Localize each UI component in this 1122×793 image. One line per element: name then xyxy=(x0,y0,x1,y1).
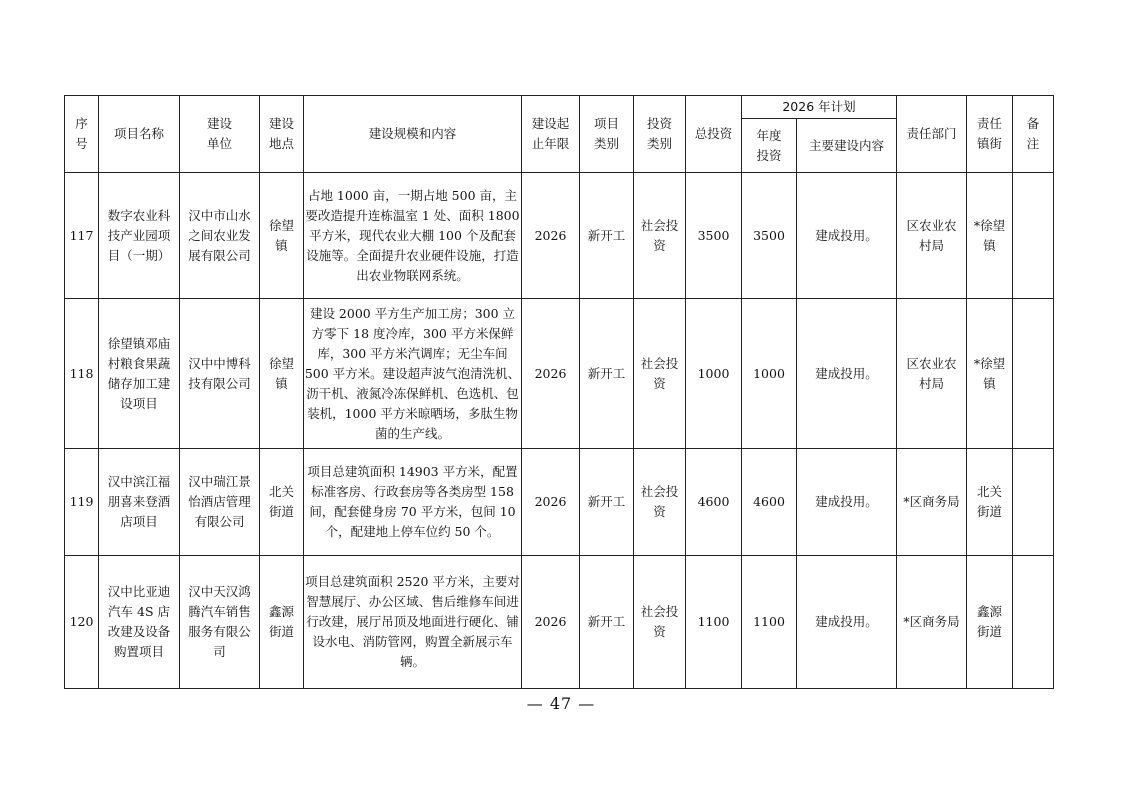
cell-unit xyxy=(180,299,260,449)
cell-period-text: 2026 xyxy=(534,614,567,629)
cell-name-text: 汉中滨江福朋喜来登酒店项目 xyxy=(107,474,171,529)
project-table xyxy=(64,95,1054,689)
cell-category-text: 新开工 xyxy=(587,614,626,629)
header-scope: 建设规模和内容 xyxy=(304,96,522,173)
cell-seq xyxy=(65,299,99,449)
cell-dept-text: *区商务局 xyxy=(903,614,960,629)
cell-name xyxy=(99,173,180,299)
cell-period-text: 2026 xyxy=(534,227,567,243)
table-row xyxy=(65,173,1054,299)
cell-note xyxy=(1013,299,1054,449)
cell-annual-text: 1000 xyxy=(753,365,785,381)
cell-scope xyxy=(304,449,522,556)
cell-main-content xyxy=(797,173,897,299)
cell-main-content-text: 建成投用。 xyxy=(815,227,878,243)
cell-name xyxy=(99,556,180,689)
cell-name xyxy=(99,299,180,449)
header-invest-type: 投资 类别 xyxy=(634,96,686,173)
cell-category xyxy=(580,173,634,299)
table-row xyxy=(65,449,1054,556)
cell-town xyxy=(967,556,1013,689)
cell-unit xyxy=(180,556,260,689)
header-unit: 建设 单位 xyxy=(180,96,260,173)
cell-invest-type xyxy=(634,299,686,449)
header-dept: 责任部门 xyxy=(897,96,967,173)
header-town: 责任 镇街 xyxy=(967,96,1013,173)
cell-town-text: *徐望镇 xyxy=(973,355,1006,391)
cell-location xyxy=(260,556,304,689)
cell-town-text: 鑫源街道 xyxy=(977,604,1003,639)
cell-category xyxy=(580,299,634,449)
cell-scope xyxy=(304,299,522,449)
cell-name-text: 数字农业科技产业园项目（一期） xyxy=(107,207,171,263)
table-row xyxy=(65,556,1054,689)
header-total: 总投资 xyxy=(686,96,742,173)
cell-name-text: 徐望镇邓庙村粮食果蔬储存加工建设项目 xyxy=(107,335,171,411)
header-location: 建设 地点 xyxy=(260,96,304,173)
cell-seq xyxy=(65,173,99,299)
header-annual: 年度 投资 xyxy=(742,119,797,173)
cell-dept xyxy=(897,449,967,556)
cell-main-content-text: 建成投用。 xyxy=(815,494,878,509)
cell-category-text: 新开工 xyxy=(587,365,626,381)
cell-scope-text: 建设 2000 平方生产加工房；300 立方零下 18 度冷库，300 平方米保鲜库，300 平方米汽调库；无尘车间 500 平方米。建设超声波气泡清洗机、沥干机、液氮冷冻保鲜机、色选机、包装机，1000 平方米晾晒场，多肽生物菌的生产线。 xyxy=(304,305,521,441)
cell-scope xyxy=(304,173,522,299)
cell-scope-text: 占地 1000 亩，一期占地 500 亩，主要改造提升连栋温室 1 处、面积 1800 平方米，现代农业大棚 100 个及配套设施等。全面提升农业硬件设施，打造出农业物联网系统。 xyxy=(305,187,520,283)
cell-seq xyxy=(65,449,99,556)
cell-unit-text: 汉中瑞江景怡酒店管理有限公司 xyxy=(188,474,251,529)
cell-period xyxy=(522,449,580,556)
cell-invest-type-text: 社会投资 xyxy=(640,604,679,639)
cell-invest-type-text: 社会投资 xyxy=(640,217,679,253)
page-number: — 47 — xyxy=(526,694,596,713)
cell-town xyxy=(967,449,1013,556)
cell-main-content xyxy=(797,449,897,556)
cell-annual xyxy=(742,173,797,299)
cell-town-text: *徐望镇 xyxy=(973,217,1006,253)
header-note: 备 注 xyxy=(1013,96,1054,173)
cell-main-content-text: 建成投用。 xyxy=(815,365,878,381)
cell-dept-text: 区农业农村局 xyxy=(906,355,957,391)
cell-invest-type xyxy=(634,173,686,299)
cell-seq-text: 120 xyxy=(69,614,94,629)
cell-period-text: 2026 xyxy=(534,494,567,509)
cell-seq-text: 118 xyxy=(69,365,94,381)
cell-dept-text: *区商务局 xyxy=(903,494,960,509)
header-main-content: 主要建设内容 xyxy=(797,119,897,173)
cell-category-text: 新开工 xyxy=(587,494,626,509)
cell-total xyxy=(686,173,742,299)
header-category: 项目 类别 xyxy=(580,96,634,173)
cell-annual-text: 1100 xyxy=(753,614,785,629)
cell-category xyxy=(580,556,634,689)
cell-seq-text: 117 xyxy=(69,227,94,243)
cell-total-text: 1100 xyxy=(697,614,730,629)
cell-period xyxy=(522,173,580,299)
cell-total-text: 3500 xyxy=(697,227,730,243)
cell-total xyxy=(686,299,742,449)
cell-note xyxy=(1013,173,1054,299)
cell-total xyxy=(686,449,742,556)
cell-name xyxy=(99,449,180,556)
cell-annual xyxy=(742,449,797,556)
cell-seq xyxy=(65,556,99,689)
cell-dept-text: 区农业农村局 xyxy=(906,217,957,253)
cell-location xyxy=(260,173,304,299)
cell-period xyxy=(522,299,580,449)
cell-invest-type-text: 社会投资 xyxy=(640,484,679,519)
header-period: 建设起 止年限 xyxy=(522,96,580,173)
cell-period-text: 2026 xyxy=(534,365,567,381)
cell-invest-type-text: 社会投资 xyxy=(640,355,679,391)
cell-town xyxy=(967,173,1013,299)
cell-scope-text: 项目总建筑面积 2520 平方米，主要对智慧展厅、办公区域、售后维修车间进行改建，展厅吊顶及地面进行硬化、铺设水电、消防管网，购置全新展示车辆。 xyxy=(305,574,520,669)
cell-main-content xyxy=(797,299,897,449)
cell-period xyxy=(522,556,580,689)
cell-location-text: 北关街道 xyxy=(268,484,294,519)
cell-total-text: 4600 xyxy=(697,494,730,509)
cell-unit-text: 汉中天汉鸿腾汽车销售服务有限公司 xyxy=(188,584,251,659)
cell-invest-type xyxy=(634,449,686,556)
cell-annual-text: 3500 xyxy=(753,227,785,243)
cell-unit-text: 汉中中博科技有限公司 xyxy=(188,355,251,391)
cell-location-text: 徐望镇 xyxy=(268,355,294,391)
cell-category xyxy=(580,449,634,556)
cell-main-content-text: 建成投用。 xyxy=(815,614,878,629)
header-plan-group: 2026 年计划 xyxy=(742,96,897,119)
cell-invest-type xyxy=(634,556,686,689)
cell-town xyxy=(967,299,1013,449)
cell-location xyxy=(260,449,304,556)
cell-dept xyxy=(897,556,967,689)
cell-location-text: 鑫源街道 xyxy=(268,604,294,639)
header-name: 项目名称 xyxy=(99,96,180,173)
cell-annual xyxy=(742,299,797,449)
cell-scope xyxy=(304,556,522,689)
cell-category-text: 新开工 xyxy=(587,227,626,243)
cell-unit xyxy=(180,449,260,556)
cell-total-text: 1000 xyxy=(697,365,730,381)
table-row xyxy=(65,299,1054,449)
cell-unit-text: 汉中市山水之间农业发展有限公司 xyxy=(188,207,251,263)
cell-main-content xyxy=(797,556,897,689)
cell-town-text: 北关街道 xyxy=(977,484,1003,519)
cell-annual-text: 4600 xyxy=(753,494,785,509)
cell-unit xyxy=(180,173,260,299)
cell-note xyxy=(1013,449,1054,556)
cell-dept xyxy=(897,299,967,449)
cell-seq-text: 119 xyxy=(69,494,94,509)
cell-location xyxy=(260,299,304,449)
cell-annual xyxy=(742,556,797,689)
cell-scope-text: 项目总建筑面积 14903 平方米，配置标准客房、行政套房等各类房型 158 间，配套健身房 70 平方米，包间 10 个，配建地上停车位约 50 个。 xyxy=(307,464,518,539)
cell-name-text: 汉中比亚迪汽车 4S 店改建及设备购置项目 xyxy=(107,584,171,659)
header-seq: 序 号 xyxy=(65,96,99,173)
cell-dept xyxy=(897,173,967,299)
cell-location-text: 徐望镇 xyxy=(268,217,294,253)
cell-note xyxy=(1013,556,1054,689)
cell-total xyxy=(686,556,742,689)
